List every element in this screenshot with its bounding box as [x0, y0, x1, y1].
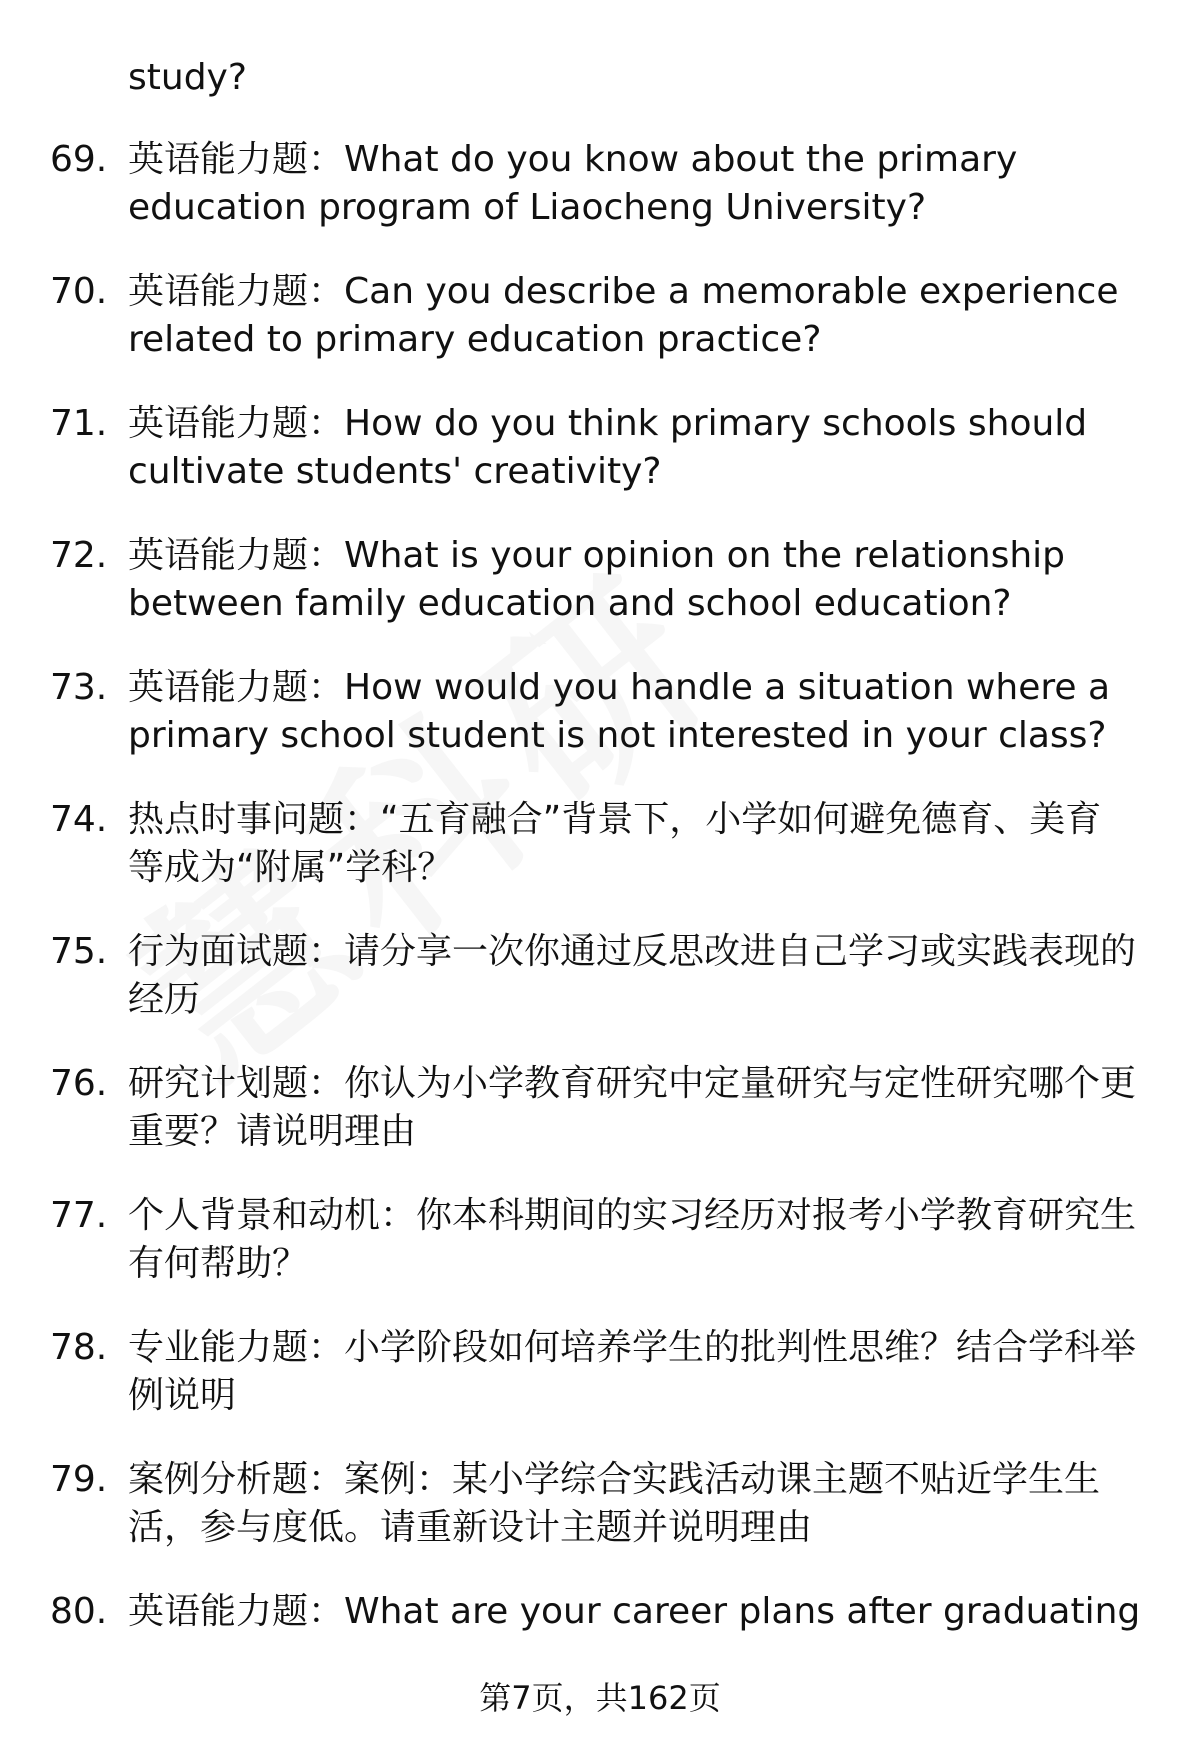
- question-line: 活，参与度低。请重新设计主题并说明理由: [128, 1507, 813, 1548]
- question-line: 例说明: [128, 1375, 237, 1416]
- question-line: 英语能力题：What are your career plans after graduating: [128, 1591, 1141, 1632]
- question-line: 英语能力题：How do you think primary schools should: [128, 403, 1088, 444]
- question-number: 72.: [50, 535, 108, 576]
- question-number: 70.: [50, 271, 108, 312]
- question-line: 专业能力题：小学阶段如何培养学生的批判性思维？结合学科举: [128, 1327, 1137, 1368]
- question-text: [128, 400, 1148, 496]
- question-line: 研究计划题：你认为小学教育研究中定量研究与定性研究哪个更: [128, 1063, 1137, 1104]
- question-line: 案例分析题：案例：某小学综合实践活动课主题不贴近学生生: [128, 1459, 1101, 1500]
- question-line: 热点时事问题：“五育融合”背景下，小学如何避免德育、美育: [128, 799, 1102, 840]
- question-line: education program of Liaocheng University?: [128, 187, 927, 228]
- question-number: 77.: [50, 1195, 108, 1236]
- question-line: primary school student is not interested in your class?: [128, 715, 1107, 756]
- question-number: 76.: [50, 1063, 108, 1104]
- question-text: [128, 136, 1148, 232]
- question-number: 75.: [50, 931, 108, 972]
- question-number: 69.: [50, 139, 108, 180]
- page-footer: 第7页，共162页: [479, 1679, 721, 1717]
- question-number: 71.: [50, 403, 108, 444]
- question-line: cultivate students' creativity?: [128, 451, 662, 492]
- question-number: 74.: [50, 799, 108, 840]
- continued-question-line: study?: [128, 57, 247, 98]
- question-text: [128, 268, 1148, 364]
- question-line: 英语能力题：How would you handle a situation where a: [128, 667, 1111, 708]
- question-line: 英语能力题：What do you know about the primary: [128, 139, 1018, 180]
- question-text: [128, 796, 1148, 892]
- question-text: [128, 1456, 1148, 1552]
- question-text: [128, 1324, 1148, 1420]
- question-line: between family education and school education?: [128, 583, 1012, 624]
- question-line: 英语能力题：What is your opinion on the relationship: [128, 535, 1066, 576]
- question-line: 等成为“附属”学科？: [128, 847, 454, 888]
- question-line: 个人背景和动机：你本科期间的实习经历对报考小学教育研究生: [128, 1195, 1137, 1236]
- question-text: [128, 664, 1148, 760]
- question-line: 有何帮助？: [128, 1243, 309, 1284]
- question-line: related to primary education practice?: [128, 319, 822, 360]
- question-line: 重要？请说明理由: [128, 1111, 417, 1152]
- question-line: 英语能力题：Can you describe a memorable experience: [128, 271, 1119, 312]
- question-text: [128, 928, 1148, 1024]
- question-line: 经历: [128, 979, 201, 1020]
- question-number: 73.: [50, 667, 108, 708]
- question-number: 79.: [50, 1459, 108, 1500]
- question-text: [128, 1060, 1148, 1156]
- question-text: [128, 1588, 1148, 1636]
- question-number: 80.: [50, 1591, 108, 1632]
- question-text: [128, 532, 1148, 628]
- question-text: [128, 1192, 1148, 1288]
- question-line: 行为面试题：请分享一次你通过反思改进自己学习或实践表现的: [128, 931, 1137, 972]
- question-number: 78.: [50, 1327, 108, 1368]
